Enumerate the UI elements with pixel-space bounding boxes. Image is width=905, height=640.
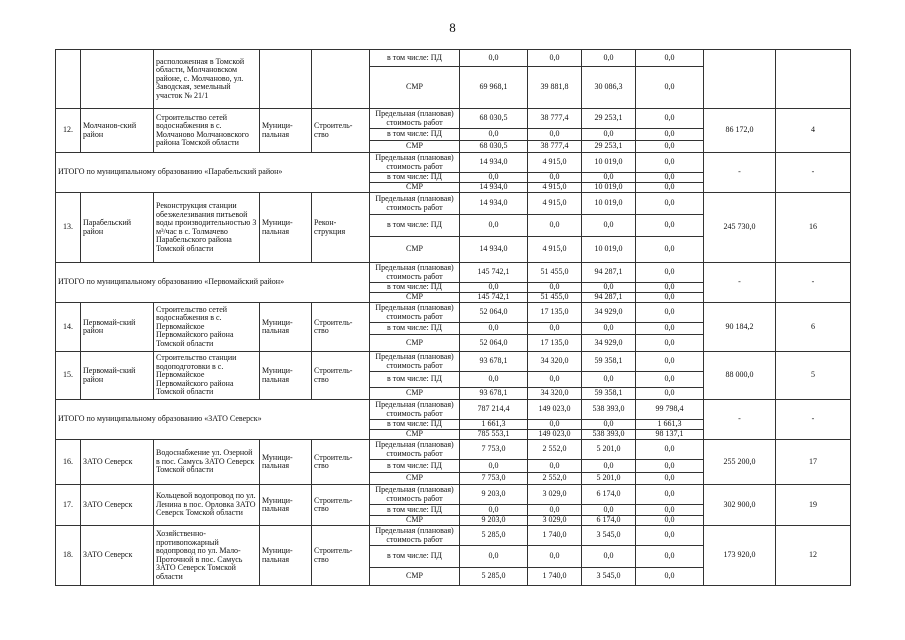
cell-value: 0,0 bbox=[636, 516, 704, 526]
cell-value: 0,0 bbox=[582, 173, 636, 183]
cell-value: 0,0 bbox=[636, 173, 704, 183]
cell-value: 17 135,0 bbox=[528, 303, 582, 323]
cell-value: 10 019,0 bbox=[582, 183, 636, 193]
cell-value: 0,0 bbox=[582, 505, 636, 516]
cell-term bbox=[776, 50, 851, 109]
page-number: 8 bbox=[449, 20, 456, 35]
cell-pd-label: в том числе: ПД bbox=[370, 546, 460, 568]
cell-total-label: Предельная (плановая) стоимость работ bbox=[370, 400, 460, 420]
cell-capacity: - bbox=[704, 153, 776, 193]
cell-value: 5 201,0 bbox=[582, 473, 636, 485]
cell-smr-label: СМР bbox=[370, 568, 460, 586]
cell-capacity: 86 172,0 bbox=[704, 109, 776, 153]
table-row bbox=[56, 50, 851, 67]
cell-value: 3 545,0 bbox=[582, 568, 636, 586]
cell-capacity: - bbox=[704, 400, 776, 440]
cell-district: ЗАТО Северск bbox=[81, 485, 154, 526]
cell-district bbox=[81, 50, 154, 109]
cell-value: 0,0 bbox=[636, 546, 704, 568]
cell-smr-label: СМР bbox=[370, 516, 460, 526]
cell-term: - bbox=[776, 153, 851, 193]
cell-value: 10 019,0 bbox=[582, 237, 636, 263]
cell-ownership bbox=[260, 50, 312, 109]
cell-value: 3 029,0 bbox=[528, 485, 582, 505]
cell-value: 4 915,0 bbox=[528, 237, 582, 263]
cell-ownership: Муници-пальная bbox=[260, 193, 312, 263]
cell-value: 10 019,0 bbox=[582, 153, 636, 173]
cell-object: Строительство сетей водоснабжения в с. Первомайское Первомайского района Томской области bbox=[154, 303, 260, 352]
cell-object: Кольцевой водопровод по ул. Ленина в пос. Орловка ЗАТО Северск Томской области bbox=[154, 485, 260, 526]
cell-value: 5 285,0 bbox=[460, 568, 528, 586]
cell-value: 0,0 bbox=[636, 526, 704, 546]
cell-value: 0,0 bbox=[636, 215, 704, 237]
cell-value: 6 174,0 bbox=[582, 485, 636, 505]
cell-value: 0,0 bbox=[528, 283, 582, 293]
cell-capacity: 173 920,0 bbox=[704, 526, 776, 586]
cell-value: 149 023,0 bbox=[528, 430, 582, 440]
cell-work-type: Строитель-ство bbox=[312, 352, 370, 400]
cell-pd-label: в том числе: ПД bbox=[370, 129, 460, 141]
cell-value: 0,0 bbox=[582, 420, 636, 430]
cell-no: 14. bbox=[56, 303, 81, 352]
cell-value: 10 019,0 bbox=[582, 193, 636, 215]
cell-value: 0,0 bbox=[636, 388, 704, 400]
cell-value: 785 553,1 bbox=[460, 430, 528, 440]
cell-value: 0,0 bbox=[636, 293, 704, 303]
table-row bbox=[56, 440, 851, 460]
cell-value: 0,0 bbox=[636, 323, 704, 335]
cell-value: 3 029,0 bbox=[528, 516, 582, 526]
cell-value: 1 661,3 bbox=[460, 420, 528, 430]
cell-capacity: 245 730,0 bbox=[704, 193, 776, 263]
cell-work-type: Строитель-ство bbox=[312, 109, 370, 153]
cell-total-label: Предельная (плановая) стоимость работ bbox=[370, 263, 460, 283]
cell-no: 18. bbox=[56, 526, 81, 586]
cell-value: 0,0 bbox=[528, 372, 582, 388]
cell-smr-label: СМР bbox=[370, 335, 460, 352]
cell-work-type: Рекон-струкция bbox=[312, 193, 370, 263]
cell-capacity: - bbox=[704, 263, 776, 303]
cell-capacity: 90 184,2 bbox=[704, 303, 776, 352]
cell-value: 30 086,3 bbox=[582, 67, 636, 109]
cell-total-label: Предельная (плановая) стоимость работ bbox=[370, 485, 460, 505]
cell-value: 0,0 bbox=[460, 129, 528, 141]
cell-value: 14 934,0 bbox=[460, 193, 528, 215]
cell-value: 145 742,1 bbox=[460, 293, 528, 303]
cell-value: 0,0 bbox=[460, 372, 528, 388]
cell-ownership: Муници-пальная bbox=[260, 352, 312, 400]
cell-value: 149 023,0 bbox=[528, 400, 582, 420]
cell-value: 0,0 bbox=[582, 372, 636, 388]
cell-value: 51 455,0 bbox=[528, 263, 582, 283]
cell-work-type: Строитель-ство bbox=[312, 303, 370, 352]
cell-no: 12. bbox=[56, 109, 81, 153]
cell-value: 0,0 bbox=[636, 263, 704, 283]
cell-district: ЗАТО Северск bbox=[81, 440, 154, 485]
cell-value: 7 753,0 bbox=[460, 473, 528, 485]
cell-value: 0,0 bbox=[528, 460, 582, 473]
cell-value: 0,0 bbox=[460, 50, 528, 67]
cell-value: 34 929,0 bbox=[582, 335, 636, 352]
cell-pd-label: в том числе: ПД bbox=[370, 372, 460, 388]
cell-value: 9 203,0 bbox=[460, 516, 528, 526]
cell-value: 0,0 bbox=[528, 420, 582, 430]
cell-work-type: Строитель-ство bbox=[312, 485, 370, 526]
cell-value: 0,0 bbox=[528, 215, 582, 237]
table-row bbox=[56, 263, 851, 283]
cell-value: 93 678,1 bbox=[460, 352, 528, 372]
cell-value: 1 661,3 bbox=[636, 420, 704, 430]
cell-value: 0,0 bbox=[582, 323, 636, 335]
cell-value: 0,0 bbox=[582, 283, 636, 293]
cell-term: - bbox=[776, 263, 851, 303]
cell-value: 0,0 bbox=[528, 505, 582, 516]
cell-value: 0,0 bbox=[460, 460, 528, 473]
cell-value: 0,0 bbox=[636, 352, 704, 372]
cell-ownership: Муници-пальная bbox=[260, 303, 312, 352]
cell-capacity bbox=[704, 50, 776, 109]
cell-subtotal-label: ИТОГО по муниципальному образованию «ЗАТО Северск» bbox=[56, 400, 370, 440]
cell-value: 0,0 bbox=[528, 546, 582, 568]
cell-value: 68 030,5 bbox=[460, 109, 528, 129]
cell-term: 5 bbox=[776, 352, 851, 400]
cell-value: 69 968,1 bbox=[460, 67, 528, 109]
cell-district: Парабельский район bbox=[81, 193, 154, 263]
cell-subtotal-label: ИТОГО по муниципальному образованию «Парабельский район» bbox=[56, 153, 370, 193]
table-row bbox=[56, 526, 851, 546]
cell-object: Реконструкция станции обезжелезивания питьевой воды производительностью 3 м³/час в с. Толмачево Парабельского района Томской области bbox=[154, 193, 260, 263]
cell-object: расположенная в Томской области, Молчановском районе, с. Молчаново, ул. Заводская, земельный участок № 21/1 bbox=[154, 50, 260, 109]
cell-value: 0,0 bbox=[636, 303, 704, 323]
cell-value: 6 174,0 bbox=[582, 516, 636, 526]
cell-value: 0,0 bbox=[460, 505, 528, 516]
cell-value: 538 393,0 bbox=[582, 400, 636, 420]
cell-value: 0,0 bbox=[582, 129, 636, 141]
table-row bbox=[56, 193, 851, 215]
cell-capacity: 302 900,0 bbox=[704, 485, 776, 526]
cell-value: 2 552,0 bbox=[528, 473, 582, 485]
cell-value: 0,0 bbox=[460, 173, 528, 183]
table-row bbox=[56, 400, 851, 420]
cell-district: Молчанов-ский район bbox=[81, 109, 154, 153]
cell-value: 0,0 bbox=[636, 283, 704, 293]
cell-pd-label: в том числе: ПД bbox=[370, 173, 460, 183]
cell-value: 14 934,0 bbox=[460, 237, 528, 263]
cell-no bbox=[56, 50, 81, 109]
cell-value: 59 358,1 bbox=[582, 352, 636, 372]
cell-value: 52 064,0 bbox=[460, 335, 528, 352]
cell-value: 0,0 bbox=[460, 215, 528, 237]
cell-total-label: Предельная (плановая) стоимость работ bbox=[370, 109, 460, 129]
cell-capacity: 88 000,0 bbox=[704, 352, 776, 400]
cell-term: - bbox=[776, 400, 851, 440]
cell-object: Строительство станции водоподготовки в с. Первомайское Первомайского района Томской области bbox=[154, 352, 260, 400]
cell-pd-label: в том числе: ПД bbox=[370, 50, 460, 67]
cell-district: Первомай-ский район bbox=[81, 303, 154, 352]
cell-pd-label: в том числе: ПД bbox=[370, 283, 460, 293]
cell-value: 29 253,1 bbox=[582, 141, 636, 153]
cell-term: 17 bbox=[776, 440, 851, 485]
table-row bbox=[56, 109, 851, 129]
cell-value: 1 740,0 bbox=[528, 568, 582, 586]
cell-value: 0,0 bbox=[528, 323, 582, 335]
cell-value: 0,0 bbox=[582, 546, 636, 568]
cell-value: 68 030,5 bbox=[460, 141, 528, 153]
cell-value: 52 064,0 bbox=[460, 303, 528, 323]
cell-value: 4 915,0 bbox=[528, 183, 582, 193]
cell-value: 0,0 bbox=[460, 283, 528, 293]
cell-smr-label: СМР bbox=[370, 388, 460, 400]
cell-smr-label: СМР bbox=[370, 430, 460, 440]
cell-smr-label: СМР bbox=[370, 293, 460, 303]
cell-value: 39 881,8 bbox=[528, 67, 582, 109]
cell-no: 16. bbox=[56, 440, 81, 485]
cell-term: 6 bbox=[776, 303, 851, 352]
cell-value: 0,0 bbox=[636, 109, 704, 129]
cell-work-type bbox=[312, 50, 370, 109]
cell-value: 94 287,1 bbox=[582, 293, 636, 303]
cell-term: 19 bbox=[776, 485, 851, 526]
cell-value: 0,0 bbox=[636, 335, 704, 352]
cell-value: 0,0 bbox=[582, 460, 636, 473]
cell-total-label: Предельная (плановая) стоимость работ bbox=[370, 440, 460, 460]
cell-smr-label: СМР bbox=[370, 473, 460, 485]
cell-ownership: Муници-пальная bbox=[260, 485, 312, 526]
cell-object: Строительство сетей водоснабжения в с. Молчаново Молчановского района Томской области bbox=[154, 109, 260, 153]
cell-value: 34 320,0 bbox=[528, 388, 582, 400]
cell-value: 0,0 bbox=[528, 129, 582, 141]
cell-value: 14 934,0 bbox=[460, 153, 528, 173]
cell-value: 0,0 bbox=[528, 173, 582, 183]
cell-total-label: Предельная (плановая) стоимость работ bbox=[370, 352, 460, 372]
cell-value: 0,0 bbox=[636, 67, 704, 109]
cell-value: 0,0 bbox=[636, 473, 704, 485]
cell-value: 7 753,0 bbox=[460, 440, 528, 460]
cell-value: 0,0 bbox=[528, 50, 582, 67]
cell-value: 93 678,1 bbox=[460, 388, 528, 400]
cell-value: 0,0 bbox=[636, 568, 704, 586]
cell-value: 38 777,4 bbox=[528, 141, 582, 153]
cell-value: 5 201,0 bbox=[582, 440, 636, 460]
cell-value: 1 740,0 bbox=[528, 526, 582, 546]
cell-value: 0,0 bbox=[636, 50, 704, 67]
cell-ownership: Муници-пальная bbox=[260, 109, 312, 153]
cell-term: 12 bbox=[776, 526, 851, 586]
cell-capacity: 255 200,0 bbox=[704, 440, 776, 485]
cell-work-type: Строитель-ство bbox=[312, 526, 370, 586]
cell-value: 0,0 bbox=[636, 440, 704, 460]
cell-value: 787 214,4 bbox=[460, 400, 528, 420]
cell-value: 2 552,0 bbox=[528, 440, 582, 460]
cell-value: 4 915,0 bbox=[528, 193, 582, 215]
cell-total-label: Предельная (плановая) стоимость работ bbox=[370, 303, 460, 323]
cell-value: 538 393,0 bbox=[582, 430, 636, 440]
cell-value: 5 285,0 bbox=[460, 526, 528, 546]
cell-value: 0,0 bbox=[636, 237, 704, 263]
cell-object: Водоснабжение ул. Озерной в пос. Самусь ЗАТО Северск Томской области bbox=[154, 440, 260, 485]
cell-total-label: Предельная (плановая) стоимость работ bbox=[370, 153, 460, 173]
cell-value: 3 545,0 bbox=[582, 526, 636, 546]
cell-value: 51 455,0 bbox=[528, 293, 582, 303]
table-row bbox=[56, 303, 851, 323]
cell-total-label: Предельная (плановая) стоимость работ bbox=[370, 193, 460, 215]
cell-pd-label: в том числе: ПД bbox=[370, 460, 460, 473]
cell-value: 34 929,0 bbox=[582, 303, 636, 323]
cell-pd-label: в том числе: ПД bbox=[370, 420, 460, 430]
cell-object: Хозяйственно-противопожарный водопровод по ул. Мало-Проточной в пос. Самусь ЗАТО Северск Томской области bbox=[154, 526, 260, 586]
cell-pd-label: в том числе: ПД bbox=[370, 323, 460, 335]
cell-value: 0,0 bbox=[460, 546, 528, 568]
cell-no: 13. bbox=[56, 193, 81, 263]
cell-value: 0,0 bbox=[636, 183, 704, 193]
cell-value: 29 253,1 bbox=[582, 109, 636, 129]
cell-value: 99 798,4 bbox=[636, 400, 704, 420]
table-body bbox=[56, 50, 851, 586]
cell-value: 4 915,0 bbox=[528, 153, 582, 173]
cell-term: 16 bbox=[776, 193, 851, 263]
cell-smr-label: СМР bbox=[370, 141, 460, 153]
cell-value: 0,0 bbox=[636, 153, 704, 173]
cell-value: 0,0 bbox=[460, 323, 528, 335]
cell-total-label: Предельная (плановая) стоимость работ bbox=[370, 526, 460, 546]
cell-value: 98 137,1 bbox=[636, 430, 704, 440]
cell-no: 17. bbox=[56, 485, 81, 526]
cell-smr-label: СМР bbox=[370, 237, 460, 263]
table-row bbox=[56, 153, 851, 173]
cell-value: 0,0 bbox=[636, 129, 704, 141]
investment-table bbox=[55, 49, 851, 586]
cell-ownership: Муници-пальная bbox=[260, 526, 312, 586]
cell-pd-label: в том числе: ПД bbox=[370, 505, 460, 516]
cell-district: ЗАТО Северск bbox=[81, 526, 154, 586]
cell-work-type: Строитель-ство bbox=[312, 440, 370, 485]
cell-value: 0,0 bbox=[636, 460, 704, 473]
cell-no: 15. bbox=[56, 352, 81, 400]
cell-value: 0,0 bbox=[636, 485, 704, 505]
table-row bbox=[56, 485, 851, 505]
cell-value: 0,0 bbox=[636, 505, 704, 516]
cell-term: 4 bbox=[776, 109, 851, 153]
cell-value: 38 777,4 bbox=[528, 109, 582, 129]
cell-value: 0,0 bbox=[636, 193, 704, 215]
cell-smr-label: СМР bbox=[370, 67, 460, 109]
cell-value: 0,0 bbox=[582, 50, 636, 67]
cell-value: 0,0 bbox=[636, 141, 704, 153]
cell-ownership: Муници-пальная bbox=[260, 440, 312, 485]
cell-value: 9 203,0 bbox=[460, 485, 528, 505]
cell-value: 14 934,0 bbox=[460, 183, 528, 193]
cell-value: 145 742,1 bbox=[460, 263, 528, 283]
cell-pd-label: в том числе: ПД bbox=[370, 215, 460, 237]
cell-smr-label: СМР bbox=[370, 183, 460, 193]
cell-value: 34 320,0 bbox=[528, 352, 582, 372]
cell-value: 0,0 bbox=[636, 372, 704, 388]
cell-value: 17 135,0 bbox=[528, 335, 582, 352]
cell-value: 59 358,1 bbox=[582, 388, 636, 400]
table-row bbox=[56, 352, 851, 372]
cell-value: 0,0 bbox=[582, 215, 636, 237]
cell-value: 94 287,1 bbox=[582, 263, 636, 283]
cell-subtotal-label: ИТОГО по муниципальному образованию «Первомайский район» bbox=[56, 263, 370, 303]
cell-district: Первомай-ский район bbox=[81, 352, 154, 400]
